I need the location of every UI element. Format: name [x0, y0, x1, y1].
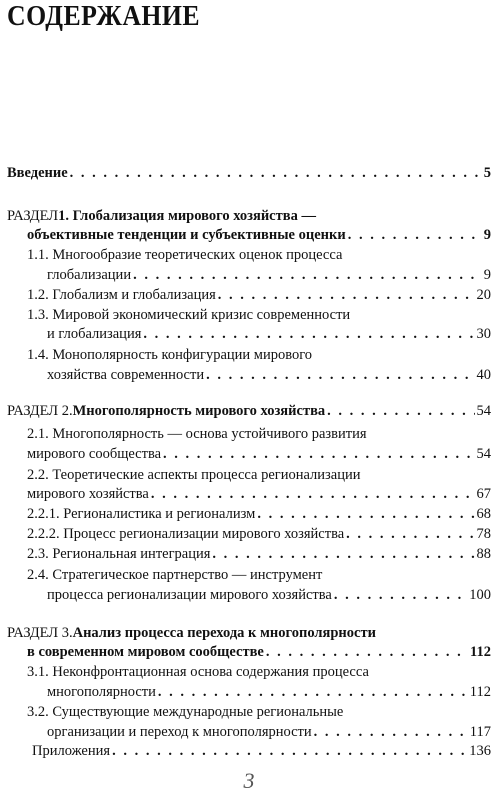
page-title: СОДЕРЖАНИЕ [7, 1, 201, 32]
toc-entry-label: 2.4. Стратегическое партнерство — инструмент [27, 567, 323, 583]
toc-entry-label: Введение [7, 165, 68, 181]
section-title: объективные тенденции и субъективные оценки [27, 227, 346, 243]
page-number: 3 [243, 768, 255, 793]
toc-entry[interactable] [27, 466, 467, 484]
toc-entry-label: 3.2. Существующие международные региональные [27, 704, 344, 720]
toc-page-number: 117 [469, 724, 491, 740]
toc-entry[interactable] [27, 445, 491, 463]
section-title: 1. Глобализация мирового хозяйства — [58, 208, 316, 224]
leader-dots [346, 525, 474, 543]
toc-entry-label: 2.3. Региональная интеграция [27, 546, 211, 562]
toc-page-number: 9 [483, 227, 491, 243]
toc-page-number: 67 [476, 486, 491, 502]
toc-entry-label: 2.2.1. Регионалистика и регионализм [27, 506, 256, 522]
toc-page-number: 78 [476, 526, 491, 542]
toc-page-number: 88 [476, 546, 491, 562]
toc-section-1-heading-cont[interactable] [27, 226, 491, 244]
toc-page-number: 136 [469, 743, 491, 759]
toc-entry[interactable] [27, 425, 447, 443]
toc-entry-label: 1.2. Глобализм и глобализация [27, 287, 216, 303]
leader-dots [314, 723, 468, 741]
toc-entry-label: процесса регионализации мирового хозяйства [47, 587, 332, 603]
toc-page-number: 112 [469, 684, 491, 700]
toc-page-number: 54 [476, 403, 491, 419]
leader-dots [163, 445, 474, 463]
toc-entry-label: 1.4. Монополярность конфигурации мирового [27, 347, 313, 363]
section-title: Анализ процесса перехода к многополярности [72, 625, 376, 641]
leader-dots [151, 485, 475, 503]
toc-page-number: 5 [483, 165, 491, 181]
toc-page-number: 112 [470, 644, 491, 660]
toc-entry-label: мирового сообщества [27, 446, 162, 462]
section-title: Многополярность мирового хозяйства [72, 403, 326, 419]
toc-entry-label: мирового хозяйства [27, 486, 149, 502]
toc-entry-label: 1.3. Мировой экономический кризис современности [27, 307, 351, 323]
toc-entry-label: 3.1. Неконфронтационная основа содержания процесса [27, 664, 369, 680]
toc-page-number: 30 [476, 326, 491, 342]
toc-entry-label: 2.2.2. Процесс регионализации мирового хозяйства [27, 526, 345, 542]
toc-entry[interactable] [47, 586, 491, 604]
section-prefix: РАЗДЕЛ 3. [7, 625, 73, 641]
toc-entry[interactable] [27, 286, 491, 304]
toc-entry-label: 2.2. Теоретические аспекты процесса регионализации [27, 467, 361, 483]
toc-page-number: 68 [476, 506, 491, 522]
leader-dots [266, 643, 468, 661]
toc-section-3-heading-cont[interactable] [27, 643, 491, 661]
leader-dots [158, 683, 468, 701]
leader-dots [327, 402, 474, 420]
leader-dots [133, 266, 482, 284]
toc-entry-label: и глобализация [47, 326, 142, 342]
toc-entry-label: глобализации [47, 267, 132, 283]
toc-entry-appendix[interactable] [32, 742, 491, 760]
toc-entry[interactable] [27, 663, 467, 681]
toc-entry[interactable] [27, 306, 427, 324]
toc-page-number: 9 [483, 267, 491, 283]
toc-entry[interactable] [47, 366, 491, 384]
leader-dots [334, 586, 467, 604]
toc-entry[interactable] [27, 566, 447, 584]
toc-entry[interactable] [27, 505, 491, 523]
leader-dots [348, 226, 482, 244]
toc-page-number: 40 [476, 367, 491, 383]
toc-entry[interactable] [47, 683, 491, 701]
toc-entry-intro[interactable] [7, 164, 491, 182]
leader-dots [112, 742, 467, 760]
toc-entry[interactable] [27, 525, 491, 543]
section-prefix: РАЗДЕЛ 2. [7, 403, 73, 419]
toc-entry[interactable] [27, 545, 491, 563]
toc-entry[interactable] [27, 346, 427, 364]
leader-dots [257, 505, 474, 523]
toc-entry-label: Приложения [32, 743, 111, 759]
section-prefix: РАЗДЕЛ [7, 208, 59, 224]
toc-entry[interactable] [47, 723, 491, 741]
section-title: в современном мировом сообществе [27, 644, 264, 660]
toc-page-number: 100 [469, 587, 491, 603]
toc-entry-label: 2.1. Многополярность — основа устойчивого развития [27, 426, 367, 442]
toc-page-number: 20 [476, 287, 491, 303]
toc-entry[interactable] [27, 246, 427, 264]
toc-entry[interactable] [47, 266, 491, 284]
leader-dots [212, 545, 474, 563]
toc-entry[interactable] [27, 703, 447, 721]
toc-section-1-heading[interactable] [7, 207, 491, 225]
leader-dots [218, 286, 475, 304]
toc-page-number: 54 [476, 446, 491, 462]
leader-dots [70, 164, 482, 182]
toc-section-3-heading[interactable] [7, 624, 491, 642]
toc-entry-label: хозяйства современности [47, 367, 205, 383]
toc-section-2-heading[interactable] [7, 402, 491, 420]
toc-entry[interactable] [27, 485, 491, 503]
toc-entry-label: многополярности [47, 684, 156, 700]
toc-entry-label: 1.1. Многообразие теоретических оценок процесса [27, 247, 343, 263]
leader-dots [206, 366, 474, 384]
toc-entry-label: организации и переход к многополярности [47, 724, 312, 740]
leader-dots [143, 325, 474, 343]
toc-entry[interactable] [47, 325, 491, 343]
